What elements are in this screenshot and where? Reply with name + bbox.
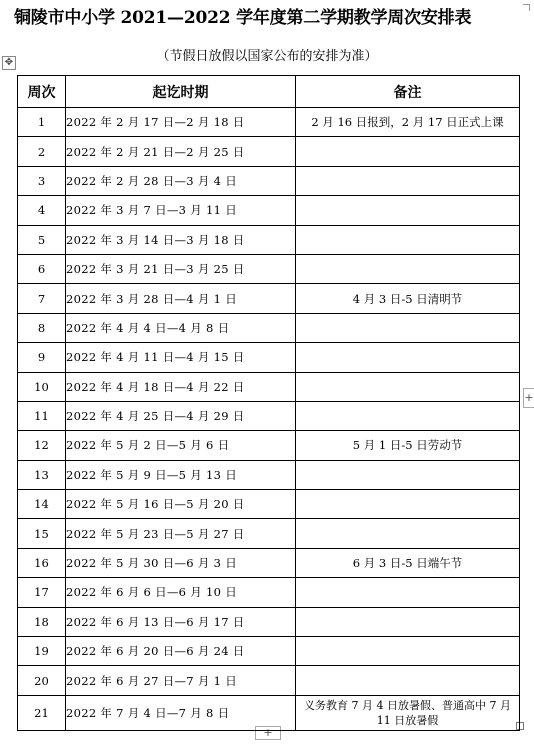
note-cell[interactable]: 2 月 16 日报到，2 月 17 日正式上课	[296, 108, 520, 137]
period-cell[interactable]: 2022 年 5 月 16 日—5 月 20 日	[66, 490, 296, 519]
period-cell[interactable]: 2022 年 2 月 21 日—2 月 25 日	[66, 137, 296, 166]
week-cell[interactable]: 9	[18, 343, 66, 372]
period-cell[interactable]: 2022 年 3 月 7 日—3 月 11 日	[66, 196, 296, 225]
period-cell[interactable]: 2022 年 5 月 2 日—5 月 6 日	[66, 431, 296, 460]
period-cell[interactable]: 2022 年 3 月 28 日—4 月 1 日	[66, 284, 296, 313]
note-cell[interactable]: 5 月 1 日-5 日劳动节	[296, 431, 520, 460]
period-cell[interactable]: 2022 年 6 月 27 日—7 月 1 日	[66, 666, 296, 695]
note-cell[interactable]	[296, 225, 520, 254]
table-row	[18, 254, 520, 283]
add-row-plus-icon[interactable]: +	[255, 726, 281, 740]
note-cell[interactable]	[296, 372, 520, 401]
week-cell[interactable]: 17	[18, 578, 66, 607]
table-row	[18, 578, 520, 607]
week-cell[interactable]: 20	[18, 666, 66, 695]
table-row	[18, 196, 520, 225]
week-cell[interactable]: 4	[18, 196, 66, 225]
note-cell[interactable]	[296, 137, 520, 166]
note-cell[interactable]	[296, 666, 520, 695]
note-cell[interactable]	[296, 460, 520, 489]
table-row	[18, 343, 520, 372]
note-cell[interactable]	[296, 254, 520, 283]
week-cell[interactable]: 13	[18, 460, 66, 489]
period-cell[interactable]: 2022 年 6 月 6 日—6 月 10 日	[66, 578, 296, 607]
note-cell[interactable]	[296, 196, 520, 225]
table-row	[18, 372, 520, 401]
period-cell[interactable]: 2022 年 6 月 13 日—6 月 17 日	[66, 607, 296, 636]
period-cell[interactable]: 2022 年 6 月 20 日—6 月 24 日	[66, 637, 296, 666]
period-cell[interactable]: 2022 年 5 月 9 日—5 月 13 日	[66, 460, 296, 489]
header-note[interactable]: 备注	[296, 76, 520, 108]
period-cell[interactable]: 2022 年 7 月 4 日—7 月 8 日	[66, 695, 296, 730]
period-cell[interactable]: 2022 年 2 月 28 日—3 月 4 日	[66, 166, 296, 195]
week-cell[interactable]: 10	[18, 372, 66, 401]
note-cell[interactable]: 义务教育 7 月 4 日放暑假、普通高中 7 月 11 日放暑假	[296, 695, 520, 730]
table-row	[18, 490, 520, 519]
period-cell[interactable]: 2022 年 4 月 4 日—4 月 8 日	[66, 313, 296, 342]
week-cell[interactable]: 5	[18, 225, 66, 254]
table-row	[18, 166, 520, 195]
week-cell[interactable]: 18	[18, 607, 66, 636]
period-cell[interactable]: 2022 年 4 月 25 日—4 月 29 日	[66, 401, 296, 430]
document-title: 铜陵市中小学 2021—2022 学年度第二学期教学周次安排表	[14, 8, 472, 28]
header-period[interactable]: 起讫时期	[66, 76, 296, 108]
week-cell[interactable]: 6	[18, 254, 66, 283]
table-row	[18, 666, 520, 695]
week-cell[interactable]: 12	[18, 431, 66, 460]
week-cell[interactable]: 3	[18, 166, 66, 195]
period-cell[interactable]: 2022 年 3 月 21 日—3 月 25 日	[66, 254, 296, 283]
week-cell[interactable]: 1	[18, 108, 66, 137]
week-cell[interactable]: 8	[18, 313, 66, 342]
note-cell[interactable]	[296, 637, 520, 666]
table-row	[18, 519, 520, 548]
note-cell[interactable]: 6 月 3 日-5 日端午节	[296, 548, 520, 577]
week-cell[interactable]: 7	[18, 284, 66, 313]
period-cell[interactable]: 2022 年 5 月 30 日—6 月 3 日	[66, 548, 296, 577]
table-row	[18, 137, 520, 166]
schedule-table	[17, 75, 520, 731]
week-cell[interactable]: 2	[18, 137, 66, 166]
page-corner-mark	[523, 4, 530, 11]
period-cell[interactable]: 2022 年 4 月 11 日—4 月 15 日	[66, 343, 296, 372]
table-move-icon[interactable]: ✥	[2, 56, 16, 70]
table-header-row	[18, 76, 520, 108]
week-cell[interactable]: 11	[18, 401, 66, 430]
add-column-plus-icon[interactable]: +	[523, 388, 534, 408]
table-row	[18, 284, 520, 313]
period-cell[interactable]: 2022 年 5 月 23 日—5 月 27 日	[66, 519, 296, 548]
table-row	[18, 225, 520, 254]
period-cell[interactable]: 2022 年 2 月 17 日—2 月 18 日	[66, 108, 296, 137]
note-cell[interactable]	[296, 401, 520, 430]
week-cell[interactable]: 21	[18, 695, 66, 730]
table-row	[18, 431, 520, 460]
table-row	[18, 460, 520, 489]
table-row	[18, 548, 520, 577]
table-row	[18, 401, 520, 430]
note-cell[interactable]: 4 月 3 日-5 日清明节	[296, 284, 520, 313]
note-cell[interactable]	[296, 343, 520, 372]
table-row	[18, 108, 520, 137]
note-cell[interactable]	[296, 578, 520, 607]
period-cell[interactable]: 2022 年 3 月 14 日—3 月 18 日	[66, 225, 296, 254]
note-cell[interactable]	[296, 313, 520, 342]
header-week[interactable]: 周次	[18, 76, 66, 108]
note-cell[interactable]	[296, 607, 520, 636]
document-subtitle: （节假日放假以国家公布的安排为准）	[156, 49, 378, 64]
period-cell[interactable]: 2022 年 4 月 18 日—4 月 22 日	[66, 372, 296, 401]
note-cell[interactable]	[296, 519, 520, 548]
table-row	[18, 607, 520, 636]
week-cell[interactable]: 19	[18, 637, 66, 666]
week-cell[interactable]: 14	[18, 490, 66, 519]
table-row	[18, 637, 520, 666]
note-cell[interactable]	[296, 166, 520, 195]
table-row	[18, 695, 520, 730]
week-cell[interactable]: 16	[18, 548, 66, 577]
note-cell[interactable]	[296, 490, 520, 519]
week-cell[interactable]: 15	[18, 519, 66, 548]
table-row	[18, 313, 520, 342]
